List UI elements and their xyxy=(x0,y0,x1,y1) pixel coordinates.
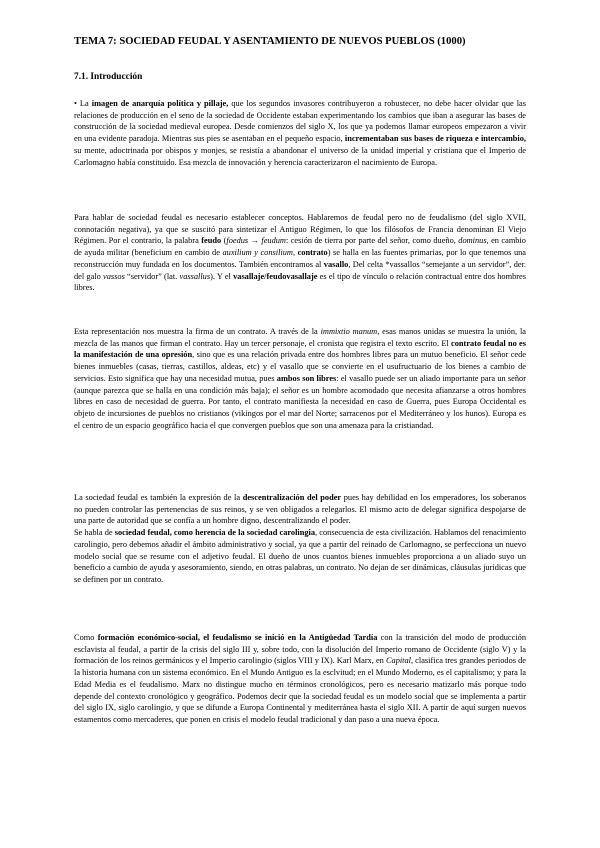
p2-text: Para hablar de sociedad feudal es necesario establecer conceptos. Hablaremos de feudal pero no de feudalismo (del siglo XVII, connotación negativa), ya que se suscitó para sintetizar el Antiguo Régimen, lo que los filósofos de Francia denominan El Viejo Régimen. Por el contrario, la palabra xyxy=(74,213,526,246)
paragraph-4 xyxy=(74,492,526,586)
p2-bold: vasallo xyxy=(323,259,349,269)
p2-bold: vasallaje/feudovasallaje xyxy=(233,271,318,281)
p4-text: pues hay debilidad en los emperadores, los soberanos no pueden controlar las pertenencias de sus reinos, y se ven obligados a relegarlos. El mismo acto de delegar significa despojarse de una parte de autoridad que se confía a un hombre digno, descentralizando el poder. xyxy=(74,493,526,526)
p4-text: La sociedad feudal es también la expresión de la xyxy=(74,493,243,502)
p6-text: con la transición del modo de producción esclavista al feudal, a partir de la crisis del siglo III y, sobre todo, con la disolución del Imperio romano de Occidente (siglo V) y la formación de los reinos germánicos y el Imperio carolingio (siglos VIII y IX). Karl Marx, en xyxy=(74,633,526,666)
p5-bold: sociedad feudal, como herencia de la sociedad carolingia xyxy=(114,528,316,538)
p2-text: , en cambio de ayuda militar (beneficium en cambio de xyxy=(74,236,526,258)
p2-italic: vassos xyxy=(103,271,125,281)
p2-italic: auxilium y consilium xyxy=(222,248,293,258)
p2-text: “servidor” (lat. xyxy=(124,271,180,281)
p1-bold: imagen de anarquía política y pillaje, xyxy=(91,99,229,108)
p6-text: , clasifica tres grandes periodos de la historia humana con un sistema económico. En el Mundo Antiguo es la esclvitud; en el Mundo Moderno, es el capitalismo; y para la Edad Media es el feudalismo. Marx no distingue mucho en términos cronológicos, pero es necesario matizarlo más porque todo depende del contexto cronológico y geográfico. Podemos decir que la sociedad feudal es un modelo social que se implementa a partir del siglo IX, siglo carolingio, y que se difunde a Europa Continental y mediterránea hasta el siglo XII. A partir de aquí surgen nuevos estamentos como mercaderes, que ponen en crisis el modelo feudal tradicional y dan paso a una nueva época. xyxy=(74,656,526,724)
paragraph-2 xyxy=(74,212,526,294)
p1-text: que los segundos invasores contribuyeron a robustecer, no debe hacer olvidar que las relaciones de producción en el seno de la sociedad de Occidente estaban experimentando los cambios que iban a asegurar las bases de construcción de la sociedad medieval europea. Desde comienzos del siglo X, los que ya podemos llamar europeos empezaron a vivir en una evidente paradoja. Mientras sus pies se asentaban en el pequeño espacio, xyxy=(74,99,526,144)
p3-text: , sino que es una relación privada entre dos hombres libres para un mutuo beneficio. El señor cede bienes inmuebles (casas, tierras, castillos, aldeas, etc) y el vasallo que se convierte en el usufructuario de los bienes a cambio de servicios. Esto significa que hay una necesidad mutua, pues xyxy=(74,350,526,383)
p2-bold: feudo xyxy=(201,236,222,246)
p6-italic: Capital xyxy=(385,656,411,666)
section-heading: 7.1. Introducción xyxy=(74,72,143,82)
paragraph-3 xyxy=(74,326,526,431)
p3-text: : el vasallo puede ser un aliado importante para un señor (aunque parezca que se halla en una condición más baja); el señor es un hombre acomodado que necesita afianzarse a otros hombres libres en caso de necesidad de guerra. Por tanto, el contrato manifiesta la necesidad en caso de Guerra, pues Europa Occidental es objeto de incursiones de pueblos no cristianos (vikingos por el mar del Norte; sarracenos por el Mediterráneo y los hunos). Europa es el centro de un espacio geográfico hacia el que convergen pueblos que son una amenaza para la cristiandad. xyxy=(74,373,527,430)
p3-text: Esta representación nos muestra la firma de un contrato. A través de la xyxy=(74,327,321,336)
p3-bold: ambos son libres xyxy=(276,373,337,383)
p6-bold: formación económico-social, el feudalismo se inició en la Antigüedad Tardía xyxy=(97,633,378,642)
paragraph-1 xyxy=(74,98,526,168)
p1-text: su mente, adoctrinada por obispos y monjes, se resistía a abandonar el universo de la unidad imperial y cristiana que el Imperio de Carlomagno había constituido. Esa mezcla de innovación y herencia caracterizaron el nacimiento de Europa. xyxy=(74,145,526,167)
p3-italic: immixtio manum xyxy=(320,327,378,336)
p2-text: ( xyxy=(221,236,227,246)
p2-bold: contrato xyxy=(297,248,328,258)
p5-text: , consecuencia de esta civilización. Hablamos del renacimiento carolingio, pero debemos añadir el ámbito administrativo y social, ya que a partir del reinado de Carlomagno, se perfecciona un nuevo modelo social que se resume con el adjetivo feudal. El dueño de unos cuantos bienes inmuebles proporciona a un aliado suyo un beneficio a cambio de ayuda y asesoramiento, siendo, en otras palabras, un contrato. No dejan de ser dinámicas, cláusulas jurídicas que se definen por un contrato. xyxy=(74,528,527,584)
p1-bold: incrementaban sus bases de riqueza e intercambio, xyxy=(344,134,526,144)
p3-text: , esas manos unidas se muestra la unión, la mezcla de las manos que firman el contrato. Hay un tercer personaje, el cronista que registra el texto escrito. El xyxy=(74,327,526,348)
p3-bold: contrato feudal no es la manifestación de una opresión xyxy=(74,338,526,360)
p4-bold: descentralización del poder xyxy=(242,493,342,502)
p2-italic: vassallus xyxy=(179,271,211,281)
page-title: TEMA 7: SOCIEDAD FEUDAL Y ASENTAMIENTO DE NUEVOS PUEBLOS (1000) xyxy=(74,36,466,47)
p2-italic: dominus xyxy=(458,236,487,246)
p5-text: Se habla de xyxy=(74,528,115,538)
p1-text: • La xyxy=(74,99,92,108)
p2-text: , xyxy=(292,248,298,258)
p2-italic: foedus → feudum xyxy=(226,236,286,246)
p2-text: , Del celta *vassallos “semejante a un servidor”, der. del galo xyxy=(74,259,527,281)
p2-text: : cesión de tierra por parte del señor, como dueño, xyxy=(285,236,459,246)
p2-text: ) se halla en las fuentes primarias, por lo que tenemos una reconstrucción muy fundada en los documentos. También encontramos al xyxy=(74,248,526,269)
paragraph-6 xyxy=(74,632,526,726)
p2-text: es el tipo de vínculo o relación contractual entre dos hombres libres. xyxy=(74,271,526,293)
p2-text: ). Y el xyxy=(210,271,234,281)
p6-text: Como xyxy=(74,633,98,642)
